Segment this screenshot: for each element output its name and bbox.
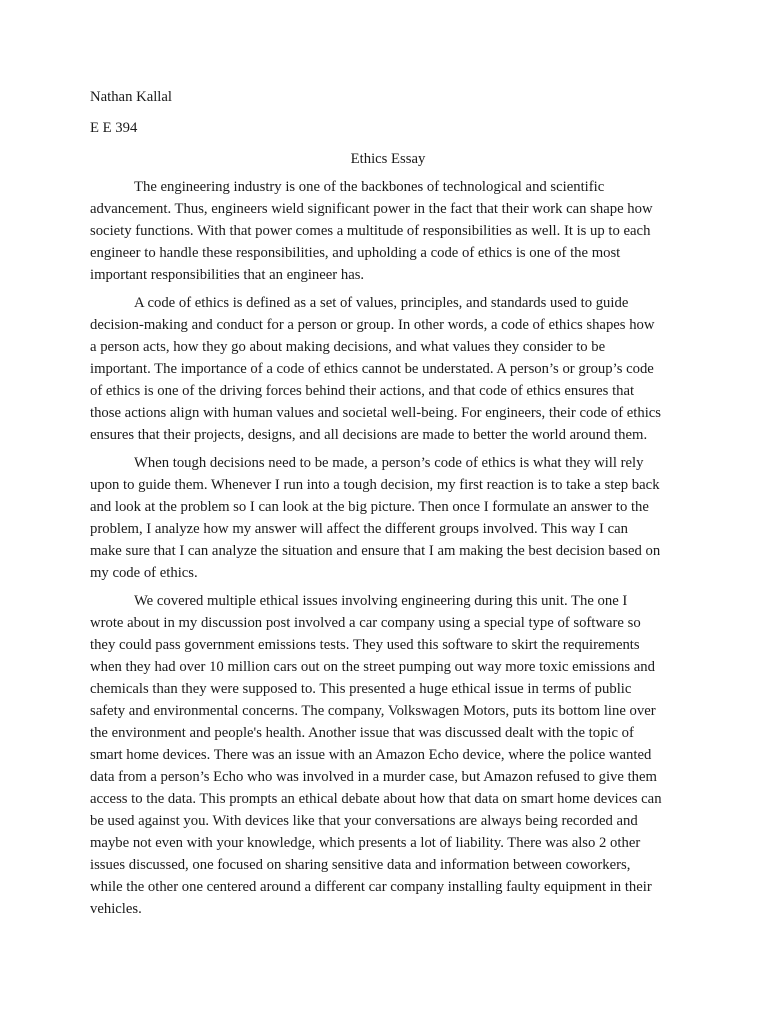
text-line: issues discussed, one focused on sharing sensitive data and information between coworkers, <box>90 857 631 873</box>
text-line: my code of ethics. <box>90 565 198 581</box>
text-line: when they had over 10 million cars out on the street pumping out way more toxic emissions and <box>90 659 655 675</box>
text-line: maybe not even with your knowledge, which presents a lot of liability. There was also 2 other <box>90 835 641 851</box>
document-page <box>90 86 686 926</box>
text-line: society functions. With that power comes a multitude of responsibilities as well. It is up to each <box>90 223 651 239</box>
text-line: We covered multiple ethical issues involving engineering during this unit. The one I <box>134 593 628 609</box>
text-line: access to the data. This prompts an ethical debate about how that data on smart home devices can <box>90 791 662 807</box>
text-line: wrote about in my discussion post involved a car company using a special type of software so <box>90 615 641 631</box>
text-line: smart home devices. There was an issue with an Amazon Echo device, where the police wanted <box>90 747 652 763</box>
paragraph <box>90 176 686 286</box>
text-line: while the other one centered around a different car company installing faulty equipment in their <box>90 879 652 895</box>
text-line: make sure that I can analyze the situation and ensure that I am making the best decision based on <box>90 543 661 559</box>
text-line: engineer to handle these responsibilities, and upholding a code of ethics is one of the most <box>90 245 621 261</box>
text-line: a person acts, how they go about making decisions, and what values they consider to be <box>90 339 606 355</box>
text-line: problem, I analyze how my answer will affect the different groups involved. This way I can <box>90 521 628 537</box>
text-line: important. The importance of a code of ethics cannot be understated. A person’s or group’s code <box>90 361 654 377</box>
essay-title: Ethics Essay <box>350 151 426 167</box>
text-line: The engineering industry is one of the backbones of technological and scientific <box>134 179 605 195</box>
paragraph <box>90 452 686 584</box>
text-line: they could pass government emissions tests. They used this software to skirt the requirements <box>90 637 640 653</box>
text-line: When tough decisions need to be made, a person’s code of ethics is what they will rely <box>134 455 644 471</box>
text-line: safety and environmental concerns. The company, Volkswagen Motors, puts its bottom line over <box>90 703 656 719</box>
text-line: important responsibilities that an engineer has. <box>90 267 365 283</box>
text-line: A code of ethics is defined as a set of values, principles, and standards used to guide <box>134 295 629 311</box>
text-line: be used against you. With devices like that your conversations are always being recorded and <box>90 813 638 829</box>
paragraph <box>90 590 686 920</box>
text-line: upon to guide them. Whenever I run into a tough decision, my first reaction is to take a step back <box>90 477 660 493</box>
author-name: Nathan Kallal <box>90 89 172 105</box>
text-line: ensures that their projects, designs, and all decisions are made to better the world around them. <box>90 427 648 443</box>
paragraph <box>90 292 686 446</box>
text-line: of ethics is one of the driving forces behind their actions, and that code of ethics ensures that <box>90 383 635 399</box>
text-line: advancement. Thus, engineers wield significant power in the fact that their work can shape how <box>90 201 653 217</box>
course-number: E E 394 <box>90 120 138 136</box>
text-line: decision-making and conduct for a person or group. In other words, a code of ethics shapes how <box>90 317 655 333</box>
text-line: vehicles. <box>90 901 142 917</box>
text-line: those actions align with human values and societal well-being. For engineers, their code of ethics <box>90 405 662 421</box>
text-line: chemicals than they were supposed to. This presented a huge ethical issue in terms of public <box>90 681 632 697</box>
text-line: data from a person’s Echo who was involved in a murder case, but Amazon refused to give them <box>90 769 657 785</box>
text-line: and look at the problem so I can look at the big picture. Then once I formulate an answer to the <box>90 499 649 515</box>
text-line: the environment and people's health. Another issue that was discussed dealt with the topic of <box>90 725 634 741</box>
